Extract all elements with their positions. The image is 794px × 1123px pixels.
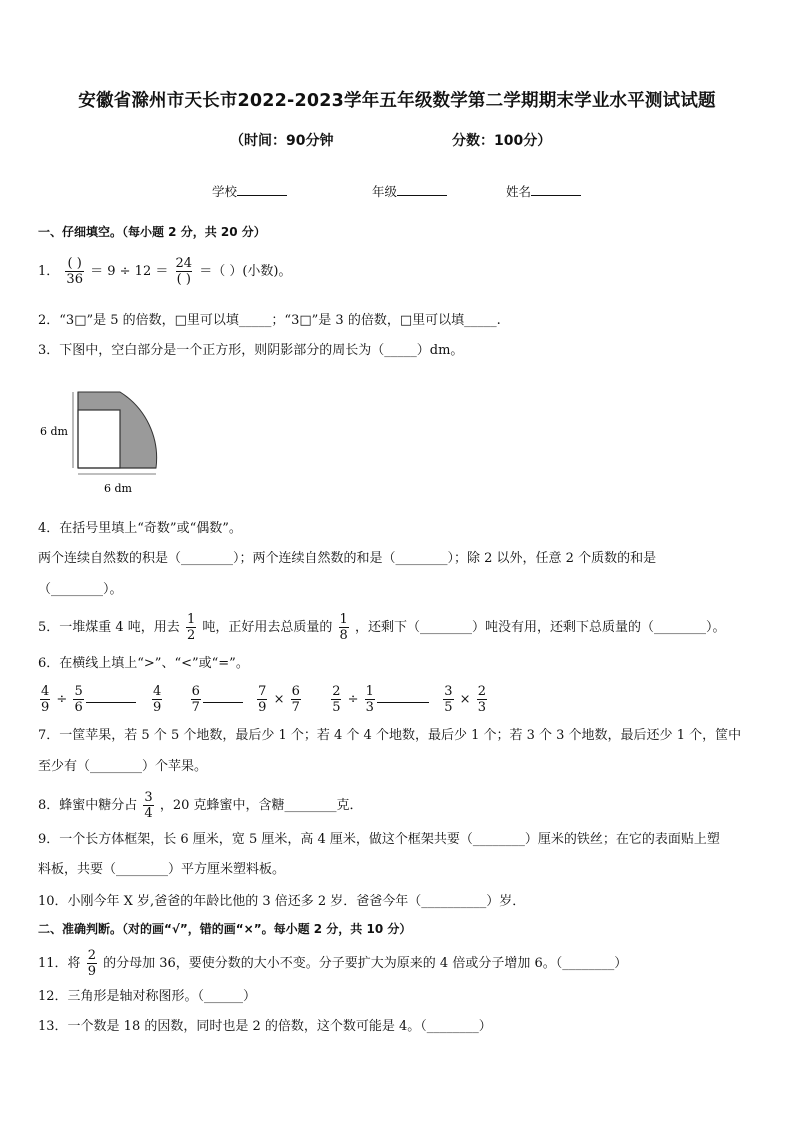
q8-fraction: $\frac{3}{4}$	[144, 790, 153, 821]
label-left: 6 dm	[40, 425, 68, 438]
white-square	[78, 410, 120, 468]
question-1	[38, 256, 291, 287]
question-11: 11．将 $\frac{2}{9}$ 的分母加 36，要使分数的大小不变。分子要扩大为原来的 4 倍或分子增加 6。（________）	[38, 948, 628, 979]
question-10: 10．小刚今年 X 岁,爸爸的年龄比他的 3 倍还多 2 岁．爸爸今年（__________）岁．	[38, 894, 526, 909]
q1-middle: ＝ 9 ÷ 12 ＝	[90, 264, 169, 279]
question-13: 13．一个数是 18 的因数，同时也是 2 的倍数，这个数可能是 4。（________）	[38, 1019, 492, 1034]
q5-fraction-1: $\frac{1}{2}$	[186, 612, 196, 643]
exam-title: 安徽省滁州市天长市2022-2023学年五年级数学第二学期期末学业水平测试试题	[78, 91, 716, 111]
q6-blank-3	[377, 690, 429, 703]
question-2: 2．“3□”是 5 的倍数，□里可以填_____；“3□”是 3 的倍数，□里可以填_____.	[38, 313, 501, 328]
question-9-line-1: 9．一个长方体框架，长 6 厘米，宽 5 厘米，高 4 厘米，做这个框架共要（________）厘米的铁丝；在它的表面贴上塑	[38, 832, 720, 847]
question-3: 3．下图中，空白部分是一个正方形，则阴影部分的周长为（_____）dm。	[38, 343, 464, 358]
name-field	[506, 182, 581, 200]
name-blank	[531, 183, 581, 196]
grade-label: 年级	[372, 184, 398, 199]
school-field	[212, 182, 287, 200]
q1-tail: ＝（ ）(小数)。	[199, 264, 292, 279]
q1-fraction-2: $\frac{24}{( )}$	[175, 256, 193, 287]
question-6-expressions: $\frac{4}{9}$ ÷ $\frac{5}{6}$ $\frac{4}{9}$ $\frac{6}{7}$ $\frac{7}{9}$ × $\frac{6}{7}$ $\frac{2}{5}$ ÷ $\frac{1}{3}$ $\frac{3}{5}$ × $\frac{2}{3}$	[41, 684, 486, 715]
q6-blank-1	[86, 690, 136, 703]
question-6-intro: 6．在横线上填上“>”、“<”或“=”。	[38, 656, 249, 671]
grade-blank	[397, 183, 447, 196]
question-4-line-3: （________）。	[38, 582, 123, 597]
exam-score: 分数：100分）	[452, 133, 552, 149]
question-5: 5．一堆煤重 4 吨，用去 $\frac{1}{2}$ 吨，正好用去总质量的 $\frac{1}{8}$ ，还剩下（________）吨没有用，还剩下总质量的（________）。	[38, 612, 726, 643]
school-label: 学校	[212, 184, 238, 199]
name-label: 姓名	[506, 184, 532, 199]
q1-number: 1．	[38, 264, 60, 279]
grade-field	[372, 182, 447, 200]
q11-fraction: $\frac{2}{9}$	[87, 948, 96, 979]
q6-blank-2	[203, 690, 243, 703]
question-4-line-1: 4．在括号里填上“奇数”或“偶数”。	[38, 521, 242, 536]
exam-time: （时间：90分钟	[230, 133, 334, 149]
q5-fraction-2: $\frac{1}{8}$	[339, 612, 348, 643]
question-9-line-2: 料板，共要（________）平方厘米塑料板。	[38, 862, 286, 877]
section-2-heading: 二、准确判断。（对的画“√”，错的画“×”。每小题 2 分，共 10 分）	[38, 922, 412, 936]
question-4-line-2: 两个连续自然数的积是（________）；两个连续自然数的和是（________）；除 2 以外，任意 2 个质数的和是	[38, 551, 657, 566]
question-12: 12．三角形是轴对称图形。（______）	[38, 989, 257, 1004]
question-7-line-1: 7．一筐苹果，若 5 个 5 个地数，最后少 1 个；若 4 个 4 个地数，最后少 1 个；若 3 个 3 个地数，最后还少 1 个，筐中	[38, 728, 742, 743]
question-7-line-2: 至少有（________）个苹果。	[38, 759, 208, 774]
label-bottom: 6 dm	[104, 482, 132, 495]
school-blank	[237, 183, 287, 196]
section-1-heading: 一、仔细填空。（每小题 2 分，共 20 分）	[38, 225, 266, 239]
question-8: 8．蜂蜜中糖分占 $\frac{3}{4}$ ，20 克蜂蜜中，含糖________克．	[38, 790, 363, 821]
q1-fraction-1: $\frac{( )}{36}$	[66, 256, 83, 287]
q3-figure	[36, 388, 166, 498]
